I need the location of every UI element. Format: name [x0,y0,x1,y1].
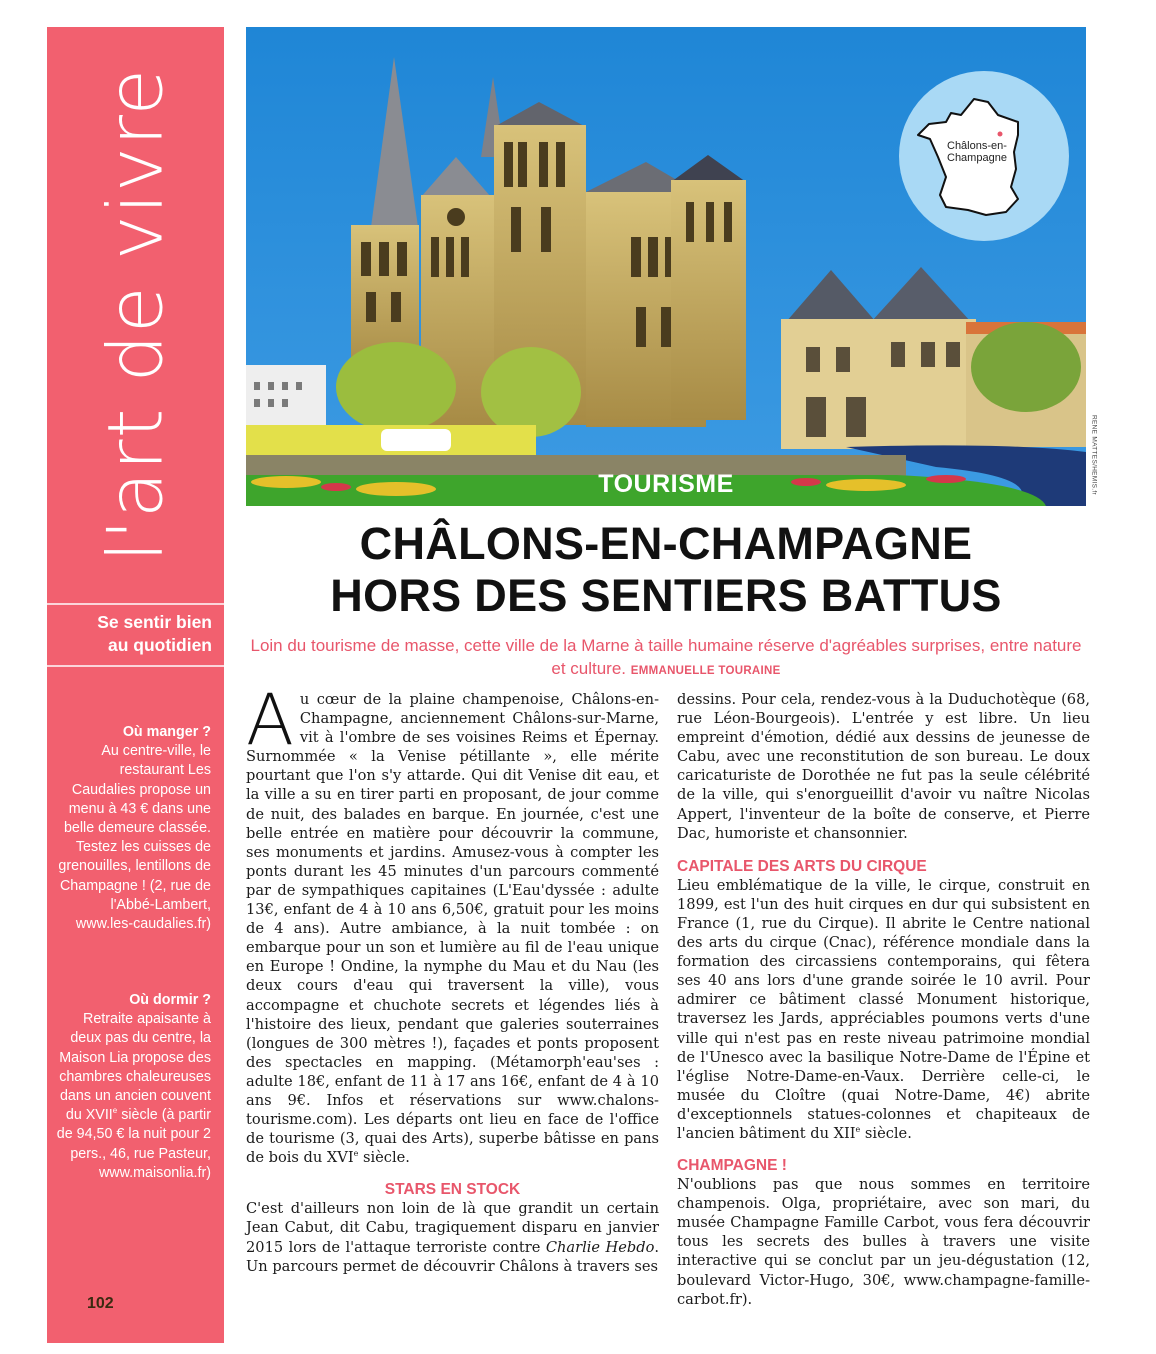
cathedral-illustration [246,27,1086,506]
sleep-text-end: siècle (à partir de 94,50 € la nuit pour 2 pers., 46, rue Pasteur, www.maisonlia.fr) [56,1107,211,1181]
sidebar [47,27,224,1343]
section3-paragraph [677,1175,1090,1309]
map-label-line: Châlons-en- [947,140,1007,152]
intro-paragraph [246,679,659,1167]
eat-question: Où manger ? [122,724,211,740]
map-label [947,140,1007,164]
hero-photo [246,27,1086,506]
sleep-text: Retraite apaisante à deux pas du centre, la Maison Lia propose des chambres chaleureuses dans un ancien couvent du XVII [59,1011,211,1124]
section1-paragraph [246,1199,659,1275]
superscript: e [855,1125,861,1135]
subhead-champagne: CHAMPAGNE ! [677,1157,787,1175]
dropcap: A [246,679,294,761]
section1-paragraph-continued: dessins. Pour cela, rendez-vous à la Duduchotèque (68, rue Léon-Bourgeois). L'entrée y est libre. Un lieu empreint d'émotion, dédié aux dessins de jeunesse de Cabu, avec une reconstitution de son bureau. Le doux caricaturiste de Dorothée ne fut pas la seule célébrité de la ville, qui s'enorgueillit d'avoir vu naître Nicolas Appert, l'inventeur de la boîte de conserve, et Pierre Dac, humoriste et chansonnier. [677,691,1090,842]
section-title-vertical [47,27,224,603]
tagline-line: Se sentir bien [97,612,212,632]
intro-text: u cœur de la plaine champenoise, Châlons-en-Champagne, anciennement Châlons-sur-Marne, vit à l'ombre de ses voisines Reims et Épernay. Surnommée « la Venise pétillante », elle mérite pourtant que l'on s'y attarde. Qui dit Venise dit eau, et la ville a su en tirer parti en proposant, de jour comme de nuit, des balades en barque. En journée, c'est une belle entrée en matière pour découvrir la commune, ses monuments et jardins. Amusez-vous à compter les ponts durant les 45 minutes d'un parcours commenté par de sympathiques capitaines (L'Eau'dyssée : adulte 13€, enfant de 4 à 10 ans 6,50€, gratuit pour les moins de 4 ans). Autre ambiance, à la nuit tombée : on embarque pour un son et lumière au fil de l'eau unique en Europe ! Ondine, la nymphe du Mau et du Nau (les deux cours d'eau qui traversent la ville), vous accompagne et chuchote secrets et légendes liés à l'histoire des lieux, pendant que galeries souterraines (longues de 300 mètres !), façades et ponts proposent des spectacles en mapping. (Métamorph'eau'ses : adulte 18€, enfant de 11 à 17 ans 16€, enfant de 4 à 10 ans 9€. Infos et réservations sur www.chalons-tourisme.com). Les départs ont lieu en face de l'office de tourisme (3, quai des Arts), superbe bâtisse en pans de bois du XVI [246,691,659,1167]
divider [47,603,224,605]
section1-text-end: . Un parcours permet de découvrir Châlons à travers ses [246,1238,659,1275]
headline [246,518,1086,622]
subhead-capitale-des-arts-du-cirque: CAPITALE DES ARTS DU CIRQUE [677,857,927,875]
divider [47,665,224,667]
photo-credit [1089,410,1099,500]
intro-text-end: siècle. [358,1149,410,1167]
headline-line: HORS DES SENTIERS BATTUS [330,570,1002,621]
section2-text-end: siècle. [860,1124,912,1142]
superscript: e [353,1149,359,1159]
section2-text: Lieu emblématique de la ville, le cirque, construit en 1899, est l'un des huit cirques en dur qui subsistent en France (1, rue du Cirque). Il abrite le Centre national des arts du cirque (Cnac), référence mondiale dans la formation des circassiens contemporains, qui fêtera ses 40 ans lors d'une grande soirée le 10 avril. Pour admirer ce bâtiment classé Monument historique, traversez les Jards, appréciables poumons verts d'une ville qui n'est pas en reste niveau patrimoine mondial de l'Unesco avec la basilique Notre-Dame de l'Épine et l'église Notre-Dame-en-Vaux. Derrière celle-ci, le musée du Cloître (quai Notre-Dame, 4€) abrite d'exceptionnels statues-colonnes et chapiteaux de l'ancien bâtiment du XII [677,876,1090,1142]
where-to-eat [55,723,211,934]
photo-credit-text: RENE MATTES/HEMIS.fr [1090,415,1098,495]
standfirst [246,634,1086,683]
sleep-question: Où dormir ? [129,992,211,1008]
byline: EMMANUELLE TOURAINE [630,665,781,677]
article-column-1 [246,679,659,1276]
headline-line: CHÂLONS-EN-CHAMPAGNE [359,518,973,569]
section2-paragraph [677,876,1090,1143]
location-marker-icon [998,132,1003,137]
section-title: l'art de vivre [90,67,180,563]
section1-text: C'est d'ailleurs non loin de là que grandit un certain Jean Cabut, dit Cabu, tragiquement disparu en janvier 2015 lors de l'attaque terroriste contre [246,1200,659,1256]
where-to-sleep [55,991,211,1183]
article-column-2 [677,690,1090,1309]
section3-text: N'oublions pas que nous sommes en territoire champenois. Olga, propriétaire, avec son mari, du musée Champagne Famille Carbot, vous fera découvrir tous les secrets des bulles à travers une visite interactive qui se conclut par un jeu-dégustation (12, boulevard Victor-Hugo, 30€, www.champagne-famille-carbot.fr). [677,1176,1090,1308]
tagline-line: au quotidien [107,635,212,655]
page-number: 102 [87,1295,114,1312]
publication-name: Charlie Hebdo [545,1238,655,1256]
subhead-stars-en-stock: STARS EN STOCK [384,1181,521,1199]
map-label-line: Champagne [947,152,1007,164]
tagline [47,611,212,657]
superscript: e [112,1106,118,1116]
eat-text: Au centre-ville, le restaurant Les Caudalies propose un menu à 43 € dans une belle demeure classée. Testez les cuisses de grenouilles, lentillons de Champagne ! (2, rue de l'Abbé-Lambert, www.les-caudalies.fr) [58,743,211,933]
standfirst-text: Loin du tourisme de masse, cette ville de la Marne à taille humaine réserve d'agréables surprises, entre nature et culture. [250,636,1082,678]
kicker: TOURISME [598,470,734,498]
